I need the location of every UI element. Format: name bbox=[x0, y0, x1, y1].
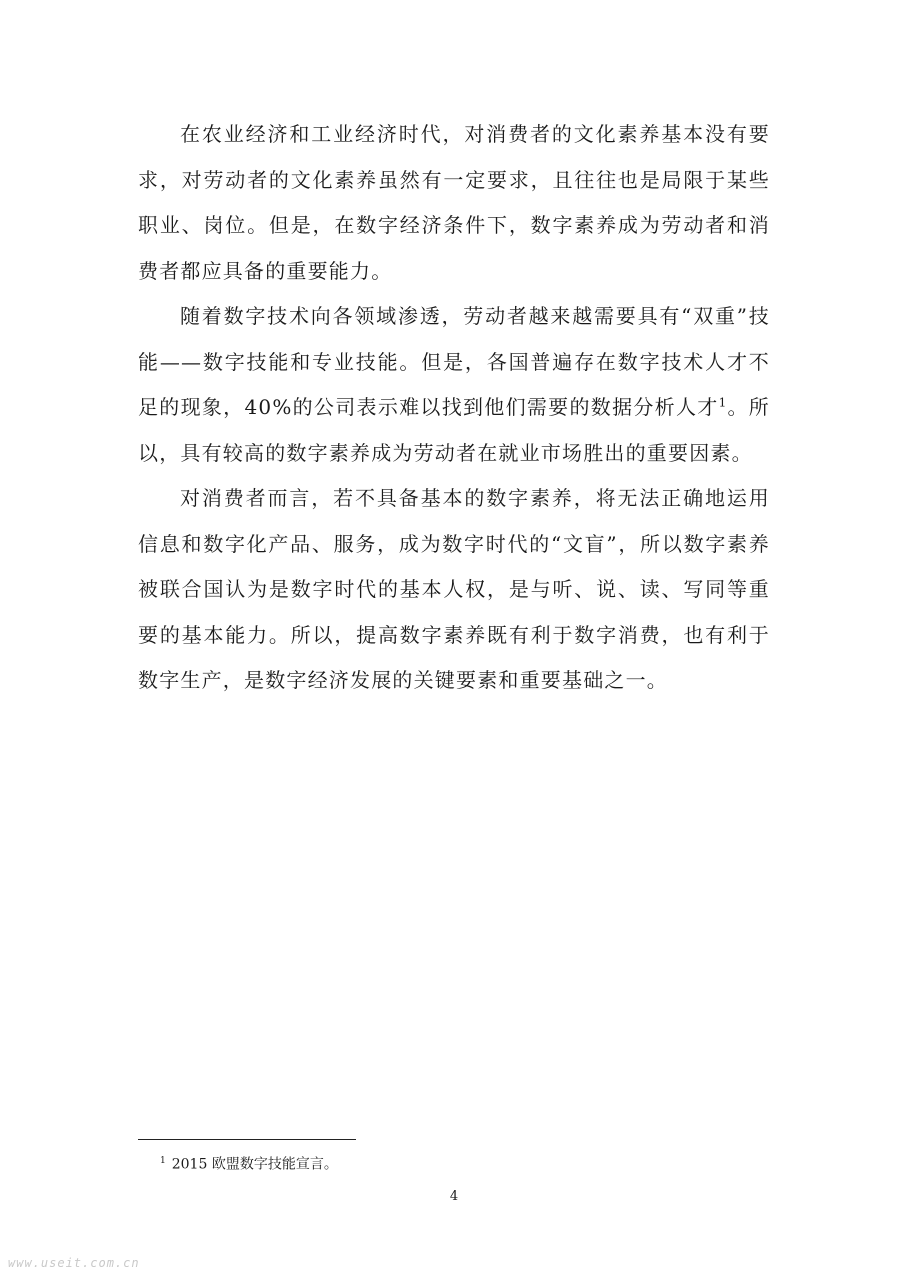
paragraph-1-text: 在农业经济和工业经济时代，对消费者的文化素养基本没有要求，对劳动者的文化素养虽然有一定要求，且往往也是局限于某些职业、岗位。但是，在数字经济条件下，数字素养成为劳动者和消费者都应具备的重要能力。 bbox=[138, 122, 770, 283]
paragraph-1 bbox=[138, 112, 770, 294]
watermark: www.useit.com.cn bbox=[8, 1256, 140, 1270]
paragraph-2 bbox=[138, 294, 770, 476]
paragraph-2-text-before: 随着数字技术向各领域渗透，劳动者越来越需要具有“双重”技能——数字技能和专业技能。但是，各国普遍存在数字技术人才不足的现象，40%的公司表示难以找到他们需要的数据分析人才 bbox=[138, 304, 770, 419]
footnote bbox=[160, 1152, 338, 1174]
paragraph-2-text-after: 。所以，具有较高的数字素养成为劳动者在就业市场胜出的重要因素。 bbox=[138, 395, 770, 465]
footnote-number: 1 bbox=[160, 1156, 166, 1166]
footnote-text: 2015 欧盟数字技能宣言。 bbox=[171, 1156, 338, 1173]
paragraph-3-text: 对消费者而言，若不具备基本的数字素养，将无法正确地运用信息和数字化产品、服务，成为数字时代的“文盲”，所以数字素养被联合国认为是数字时代的基本人权，是与听、说、读、写同等重要的基本能力。所以，提高数字素养既有利于数字消费，也有利于数字生产，是数字经济发展的关键要素和重要基础之一。 bbox=[138, 486, 770, 692]
footnote-divider bbox=[138, 1139, 356, 1140]
paragraph-3 bbox=[138, 476, 770, 704]
body-text bbox=[138, 112, 770, 704]
page-number: 4 bbox=[449, 1189, 459, 1204]
footnote-reference: 1 bbox=[718, 395, 728, 410]
